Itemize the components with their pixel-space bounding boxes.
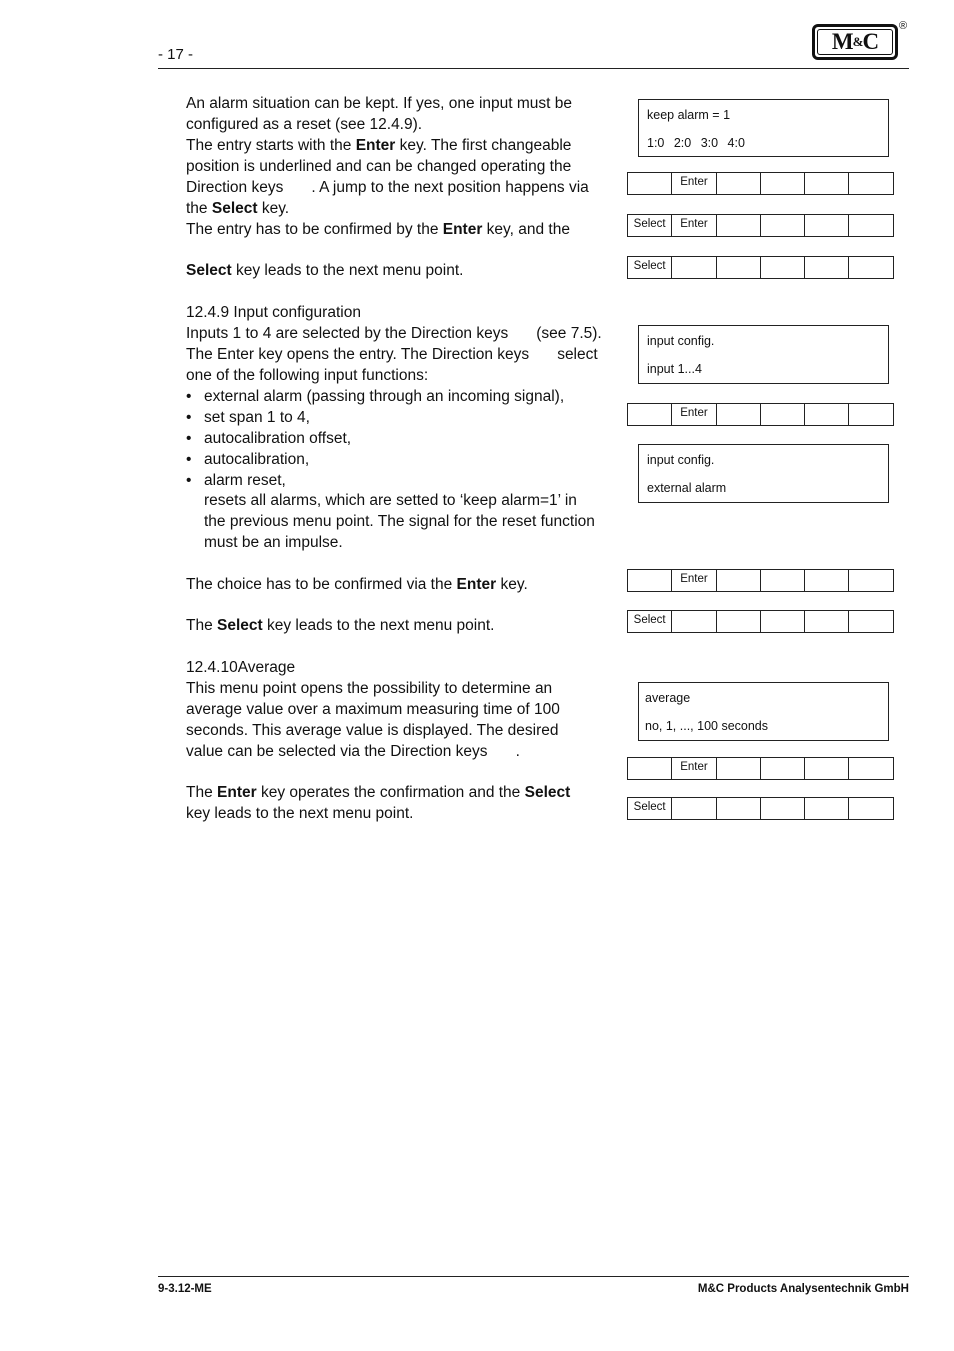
enter-key: Enter <box>671 214 716 237</box>
lcd-display-average <box>638 682 889 741</box>
text-line: the Select key. <box>186 200 290 217</box>
list-item: autocalibration offset, <box>204 430 352 447</box>
key-cell <box>671 797 716 820</box>
text-line: average value over a maximum measuring time of 100 <box>186 701 560 718</box>
key-cell <box>804 610 849 633</box>
section-heading: 12.4.10Average <box>186 659 296 676</box>
key-cell <box>804 569 849 592</box>
key-cell <box>848 403 893 426</box>
key-row <box>627 757 893 780</box>
key-cell <box>627 403 672 426</box>
bullet-icon: • <box>186 451 192 468</box>
bullet-icon: • <box>186 430 192 447</box>
text-line: This menu point opens the possibility to determine an <box>186 680 553 697</box>
display-line-2: no, 1, ..., 100 seconds <box>645 719 768 733</box>
footer-company: M&C Products Analysentechnik GmbH <box>697 1283 909 1295</box>
page-number: - 17 - <box>158 46 194 63</box>
enter-key: Enter <box>671 757 716 780</box>
text-line: The entry starts with the Enter key. The first changeable <box>186 137 572 154</box>
key-cell <box>760 797 805 820</box>
text-line: The choice has to be confirmed via the Enter key. <box>186 576 528 593</box>
display-line-1: keep alarm = 1 <box>647 108 731 122</box>
key-cell <box>716 172 761 195</box>
key-cell <box>716 403 761 426</box>
footer-doc-code: 9-3.12-ME <box>158 1283 212 1295</box>
company-logo: M & C <box>812 24 898 60</box>
text-line: An alarm situation can be kept. If yes, one input must be <box>186 95 572 112</box>
key-cell <box>671 610 716 633</box>
key-cell <box>760 172 805 195</box>
display-line-2: input 1...4 <box>647 362 702 376</box>
key-cell <box>848 610 893 633</box>
header-divider <box>158 68 909 69</box>
key-cell <box>760 214 805 237</box>
list-item: external alarm (passing through an incoming signal), <box>204 388 565 405</box>
text-line: The Enter key operates the confirmation and the Select <box>186 784 571 801</box>
key-cell <box>716 797 761 820</box>
key-cell <box>627 757 672 780</box>
key-cell <box>627 172 672 195</box>
display-line-2: 1:0 2:0 3:0 4:0 <box>647 136 745 150</box>
list-item-continuation: resets all alarms, which are setted to ‘keep alarm=1’ in <box>204 492 577 509</box>
lcd-display-keep-alarm <box>638 99 889 157</box>
bullet-icon: • <box>186 388 192 405</box>
key-cell <box>716 757 761 780</box>
key-cell <box>716 569 761 592</box>
enter-key: Enter <box>671 569 716 592</box>
list-item: alarm reset, <box>204 472 286 489</box>
key-cell <box>804 757 849 780</box>
select-key: Select <box>627 610 672 633</box>
text-line: Inputs 1 to 4 are selected by the Direction keys (see 7.5). <box>186 325 602 342</box>
lcd-display-input-config <box>638 325 889 384</box>
key-row <box>627 797 893 820</box>
key-cell <box>848 569 893 592</box>
key-row <box>627 214 893 237</box>
key-cell <box>760 757 805 780</box>
key-cell <box>848 256 893 279</box>
key-row <box>627 403 893 426</box>
key-cell <box>804 214 849 237</box>
key-cell <box>848 797 893 820</box>
list-item-continuation: must be an impulse. <box>204 534 343 551</box>
key-cell <box>804 797 849 820</box>
key-cell <box>716 610 761 633</box>
key-cell <box>804 172 849 195</box>
list-item: autocalibration, <box>204 451 310 468</box>
lcd-display-input-function <box>638 444 889 503</box>
text-line: configured as a reset (see 12.4.9). <box>186 116 423 133</box>
text-line: Direction keys . A jump to the next position happens via <box>186 179 589 196</box>
select-key: Select <box>627 797 672 820</box>
select-key: Select <box>627 214 672 237</box>
key-cell <box>627 569 672 592</box>
text-line: key leads to the next menu point. <box>186 805 414 822</box>
registered-mark: ® <box>899 20 908 32</box>
key-row <box>627 172 893 195</box>
key-cell <box>671 256 716 279</box>
text-line: position is underlined and can be changed operating the <box>186 158 572 175</box>
footer-divider <box>158 1276 909 1277</box>
display-line-1: input config. <box>647 453 715 467</box>
text-line: Select key leads to the next menu point. <box>186 262 464 279</box>
key-cell <box>804 403 849 426</box>
key-row <box>627 610 893 633</box>
text-line: value can be selected via the Direction keys . <box>186 743 520 760</box>
enter-key: Enter <box>671 403 716 426</box>
list-item-continuation: the previous menu point. The signal for the reset function <box>204 513 595 530</box>
section-heading: 12.4.9 Input configuration <box>186 304 361 321</box>
key-cell <box>716 214 761 237</box>
key-cell <box>760 569 805 592</box>
text-line: The entry has to be confirmed by the Enter key, and the <box>186 221 570 238</box>
bullet-icon: • <box>186 409 192 426</box>
display-line-2: external alarm <box>647 481 727 495</box>
text-line: The Select key leads to the next menu point. <box>186 617 495 634</box>
text-line: one of the following input functions: <box>186 367 429 384</box>
display-line-1: input config. <box>647 334 715 348</box>
key-row <box>627 569 893 592</box>
select-key: Select <box>627 256 672 279</box>
key-cell <box>848 757 893 780</box>
key-cell <box>760 256 805 279</box>
key-row <box>627 256 893 279</box>
bullet-icon: • <box>186 472 192 489</box>
key-cell <box>716 256 761 279</box>
display-line-1: average <box>645 691 691 705</box>
text-line: seconds. This average value is displayed. The desired <box>186 722 559 739</box>
key-cell <box>760 610 805 633</box>
list-item: set span 1 to 4, <box>204 409 310 426</box>
key-cell <box>804 256 849 279</box>
key-cell <box>848 214 893 237</box>
enter-key: Enter <box>671 172 716 195</box>
key-cell <box>848 172 893 195</box>
key-cell <box>760 403 805 426</box>
text-line: The Enter key opens the entry. The Direction keys select <box>186 346 598 363</box>
